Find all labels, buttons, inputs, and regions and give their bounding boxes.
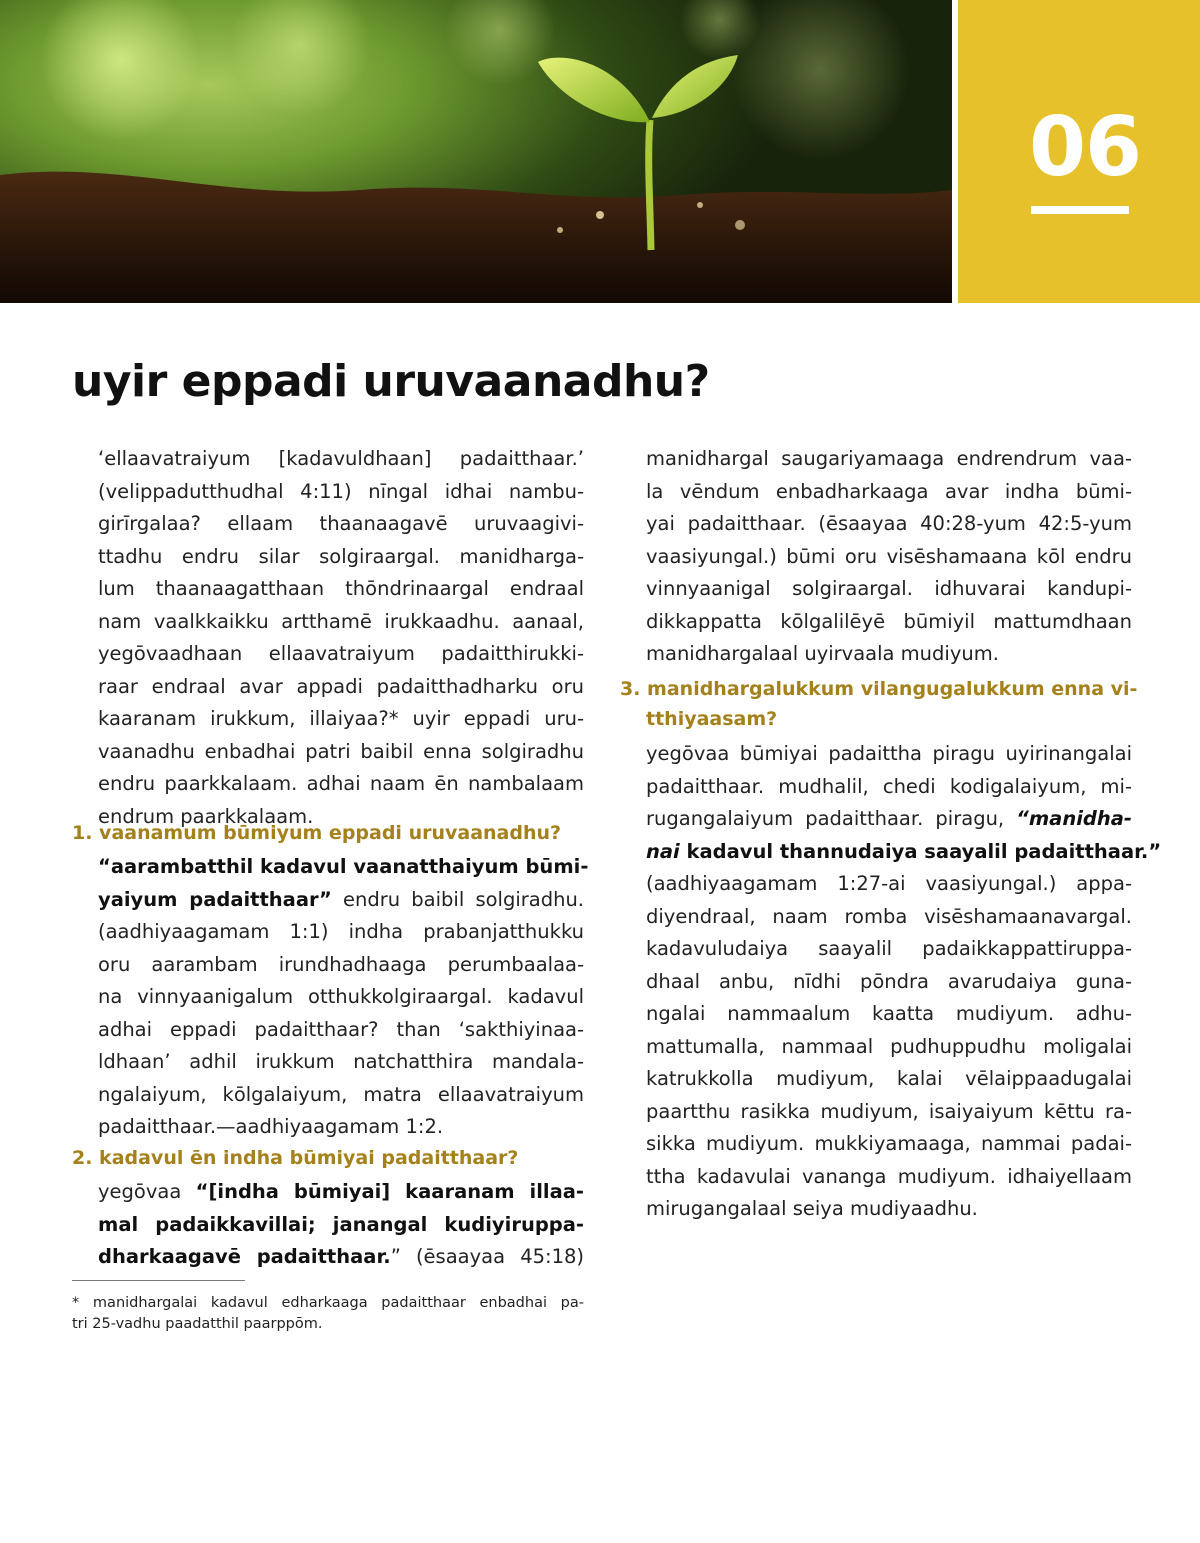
text-span: endru baibil solgiradhu. — [331, 887, 585, 911]
text-line: endru paarkkalaam. adhai naam ēn nambalaam — [98, 772, 584, 795]
page-title: uyir eppadi uruvaanadhu? — [72, 356, 710, 407]
intro-paragraph — [98, 443, 584, 833]
text-line: dhaal anbu, nīdhi pōndra avarudaiya guna- — [646, 969, 1132, 993]
text-line: ngalaiyum, kōlgalaiyum, matra ellaavatraiyum — [98, 1082, 584, 1106]
text-line: ttadhu endru silar solgiraargal. manidharga- — [98, 544, 584, 568]
text-line: katrukkolla mudiyum, kalai vēlaippaadugalai — [646, 1067, 1132, 1090]
scripture-quote: “aarambatthil kadavul vaanatthaiyum būmi- — [98, 855, 589, 878]
text-line — [98, 1241, 584, 1274]
text-line: sikka mudiyum. mukkiyamaaga, nammai padai- — [646, 1132, 1132, 1155]
text-line: vinnyaanigal solgiraargal. idhuvarai kandupi- — [646, 577, 1132, 600]
text-line: kadavuludaiya saayalil padaikkappattiruppa- — [646, 937, 1132, 960]
text-line: girīrgalaa? ellaam thaanaagavē uruvaagivi- — [98, 512, 584, 535]
text-line — [98, 1209, 584, 1242]
text-line: vaanadhu enbadhai patri baibil enna solgiradhu — [98, 739, 584, 763]
scripture-quote: mal padaikkavillai; janangal kudiyiruppa- — [98, 1212, 584, 1236]
text-line: manidhargal saugariyamaaga endrendrum vaa- — [646, 447, 1132, 470]
question-3-answer — [646, 738, 1162, 1226]
text-line: mattumalla, nammaal pudhuppudhu moligalai — [646, 1034, 1132, 1058]
text-line: mirugangalaal seiya mudiyaadhu. — [646, 1197, 978, 1220]
hero-image-plant-seedling — [0, 0, 952, 303]
text-line: yai padaitthaar. (ēsaayaa 40:28-yum 42:5-yum — [646, 512, 1132, 535]
scripture-quote: “manidha- — [1016, 807, 1132, 830]
question-2-answer — [98, 1176, 584, 1274]
text-line: nam vaalkkaikku artthamē irukkaadhu. aanaal, — [98, 609, 584, 633]
heading-line: 3. manidhargalukkum vilangugalukkum enna vi- — [620, 678, 1138, 700]
scripture-quote: “[indha būmiyai] kaaranam illaa- — [195, 1180, 585, 1203]
text-line: ldhaan’ adhil irukkum natchatthira mandala- — [98, 1050, 584, 1073]
text-line: adhai eppadi padaitthaar? than ‘sakthiyinaa- — [98, 1017, 584, 1041]
lesson-number: 06 — [1028, 100, 1142, 195]
text-line — [98, 1176, 584, 1209]
text-line: na vinnyaanigalum otthukkolgiraargal. kadavul — [98, 985, 584, 1008]
text-line: endrum paarkkalaam. — [98, 804, 314, 828]
lesson-number-underline — [1031, 206, 1129, 214]
text-line: la vēndum enbadharkaaga avar indha būmi- — [646, 479, 1132, 503]
text-line — [646, 836, 1162, 869]
text-line: lum thaanaagatthaan thōndrinaargal endraal — [98, 577, 584, 600]
question-2-heading: 2. kadavul ēn indha būmiyai padaitthaar? — [72, 1147, 519, 1169]
text-line: padaitthaar. mudhalil, chedi kodigalaiyum, mi- — [646, 774, 1132, 798]
text-line: dikkappatta kōlgalilēyē būmiyil mattumdhaan — [646, 609, 1132, 633]
text-line: padaitthaar.—aadhiyaagamam 1:2. — [98, 1115, 444, 1138]
text-span: ” (ēsaayaa 45:18) — [390, 1245, 585, 1268]
text-line — [646, 803, 1132, 836]
scripture-quote: yaiyum padaitthaar” — [98, 887, 332, 911]
text-line: yegōvaa būmiyai padaittha piragu uyirinangalai — [646, 742, 1132, 765]
text-line — [98, 851, 589, 884]
question-3-heading — [620, 674, 1137, 734]
column-2-paragraph — [646, 443, 1132, 671]
text-line: ‘ellaavatraiyum [kadavuldhaan] padaitthaar.’ — [98, 447, 584, 470]
text-line: vaasiyungal.) būmi oru visēshamaana kōl endru — [646, 544, 1132, 568]
question-1-heading: 1. vaanamum būmiyum eppadi uruvaanadhu? — [72, 822, 562, 844]
footnote-line: tri 25-vadhu paadatthil paarppōm. — [72, 1316, 323, 1332]
text-line: (velippadutthudhal 4:11) nīngal idhai nambu- — [98, 479, 584, 503]
text-line: (aadhiyaagamam 1:27-ai vaasiyungal.) appa- — [646, 872, 1132, 895]
text-line: yegōvaadhaan ellaavatraiyum padaitthirukki- — [98, 642, 584, 665]
scripture-quote: dharkaagavē padaitthaar. — [98, 1245, 391, 1268]
text-line: paartthu rasikka mudiyum, isaiyaiyum kēttu ra- — [646, 1099, 1132, 1123]
text-line: kaaranam irukkum, illaiyaa?* uyir eppadi uru- — [98, 707, 584, 730]
footnote — [72, 1293, 584, 1335]
text-line — [98, 884, 584, 917]
text-span: yegōvaa — [98, 1180, 196, 1203]
text-line: diyendraal, naam romba visēshamaanavargal. — [646, 904, 1132, 928]
text-line: raar endraal avar appadi padaitthadharku oru — [98, 674, 584, 698]
scripture-quote: kadavul thannudaiya saayalil padaitthaar.” — [679, 839, 1162, 863]
footnote-divider — [72, 1280, 245, 1281]
heading-line: tthiyaasam? — [646, 708, 778, 730]
text-line: manidhargalaal uyirvaala mudiyum. — [646, 642, 999, 665]
text-span: rugangalaiyum padaitthaar. piragu, — [646, 807, 1017, 830]
scripture-quote: nai — [646, 839, 680, 863]
text-line: ttha kadavulai vananga mudiyum. idhaiyellaam — [646, 1164, 1132, 1188]
footnote-line: * manidhargalai kadavul edharkaaga padaitthaar enbadhai pa- — [72, 1295, 584, 1311]
text-line: ngalai nammaalum kaatta mudiyum. adhu- — [646, 1002, 1132, 1025]
seedling-illustration — [0, 0, 952, 303]
text-line: oru aarambam irundhadhaaga perumbaalaa- — [98, 952, 584, 976]
question-1-answer — [98, 851, 589, 1144]
text-line: (aadhiyaagamam 1:1) indha prabanjatthukku — [98, 920, 584, 943]
